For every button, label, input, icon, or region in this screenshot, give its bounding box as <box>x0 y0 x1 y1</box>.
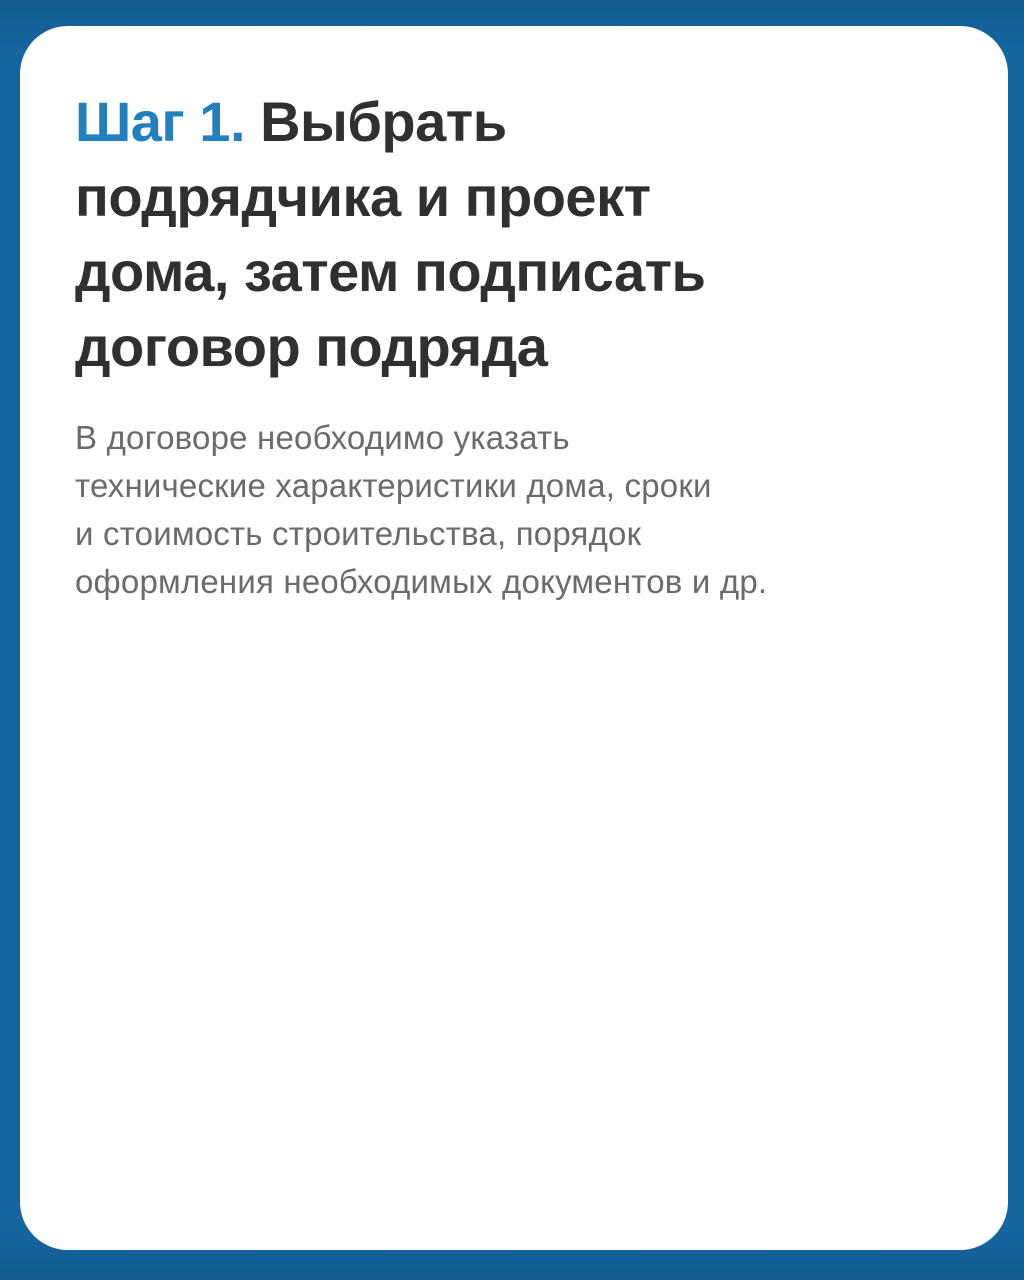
body-paragraph <box>75 414 975 606</box>
heading-line-1 <box>75 84 955 159</box>
heading-line-1-rest: Выбрать <box>260 90 507 153</box>
body-line-4: оформления необходимых документов и др. <box>75 563 768 600</box>
heading-line-2: подрядчика и проект <box>75 165 651 228</box>
body-line-3: и стоимость строительства, порядок <box>75 515 642 552</box>
heading-line-3: дома, затем подписать <box>75 240 706 303</box>
body-line-2: технические характеристики дома, сроки <box>75 467 712 504</box>
body-line-1: В договоре необходимо указать <box>75 419 570 456</box>
heading-line-4: договор подряда <box>75 315 548 378</box>
step-label: Шаг 1. <box>75 90 246 153</box>
content-card <box>20 26 1008 1250</box>
page-title <box>75 84 955 384</box>
